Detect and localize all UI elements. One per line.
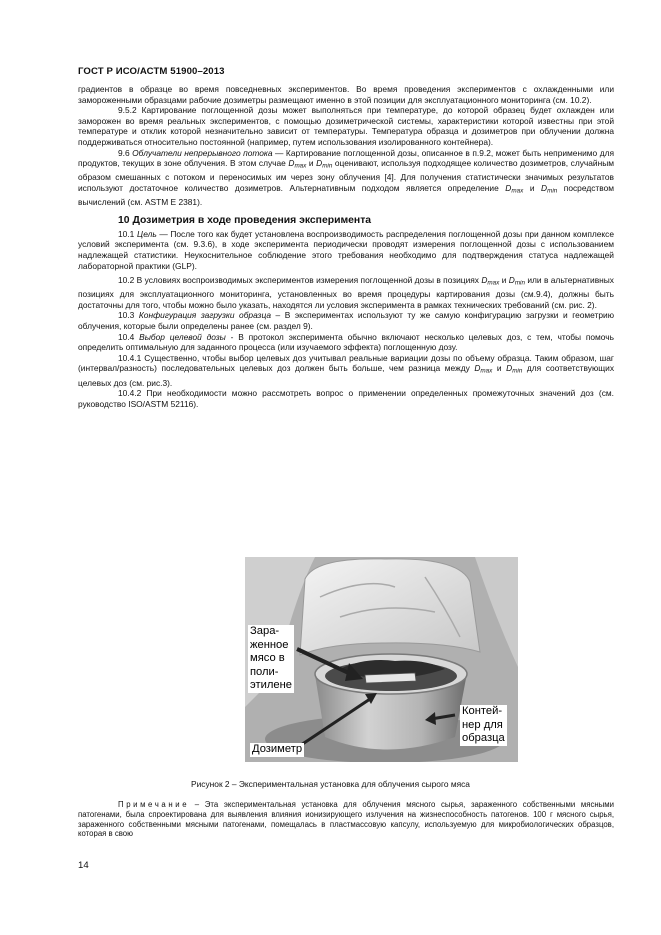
figure-note xyxy=(78,800,614,839)
label-contaminated-meat: Зара- женное мясо в поли- этилене xyxy=(250,625,292,691)
page-number: 14 xyxy=(78,860,89,871)
paragraph: 9.6 Облучатели непрерывного потока — Картирование поглощенной дозы, описанное в п.9.2, может быть неприменимо для продуктов, текущих в зоне облучения. В этом случае $D_{max}$ и $D_{min}$ оценивают, используя подходящее количество дозиметров, случайным образом смешанных с потоком и переносимых им через зону облучения [4]. Для получения статистически значимых результатов используют достаточное количество дозиметров. Альтернативным подходом является определение $D_{max}$ и $D_{min}$ посредством вычислений (см. ASTM E 2381). xyxy=(78,147,615,208)
clause-title: Выбор целевой дозы xyxy=(139,331,226,342)
paragraph: градиентов в образце во время повседневных экспериментов. Во время проведения экспериментов с охлажденными или замороженными образцами рабочие дозиметры размещают именно в этой позиции для эксплуатационного мониторинга (см. 10.2). xyxy=(78,84,614,105)
label-sample-container: Контей- нер для образца xyxy=(462,705,505,744)
label-dosimeter: Дозиметр xyxy=(252,743,303,755)
section-heading: 10 Дозиметрия в ходе проведения эксперимента xyxy=(118,214,372,226)
clause-number: 10.3 xyxy=(118,310,135,321)
clause-title: Облучатели непрерывного потока xyxy=(132,147,273,158)
paragraph: 10.3 Конфигурация загрузки образца – В экспериментах используют ту же самую конфигурацию загрузки и геометрию облучения, которые были определены ранее (см. раздел 9). xyxy=(78,310,614,332)
dosimeter-strip xyxy=(365,673,416,683)
document-header: ГОСТ Р ИСО/АСТМ 51900–2013 xyxy=(78,66,225,77)
clause-number: 10.4 xyxy=(118,331,135,342)
paragraph: 10.4 Выбор целевой дозы - В протокол эксперимента обычно включают несколько целевых доз, с тем, чтобы помочь определить оптимальную для заданного процесса (или изучаемого эффекта) поглощенную дозу. xyxy=(78,331,615,353)
note-label: Примечание xyxy=(118,800,190,809)
paragraph: 10.1 Цель — После того как будет установлена воспроизводимость распределения поглощенной дозы при данном комплексе условий эксперимента (см. 9.3.6), в ходе эксперимента периодически проводят измерения поглощенной дозы с использованием надлежащей статистики. Неукоснительное соблюдение этого требования необходимо для подтверждения статуса надлежащей лабораторной практики (GLP). xyxy=(78,228,615,271)
paragraph: 9.5.2 Картирование поглощенной дозы может выполняться при температуре, до которой образец будет охлажден или заморожен во время реальных экспериментов, с помощью дозиметрической системы, характеристики которой известны при этой температуре и отклик которой незначительно зависит от температуры. Температура образца и дозиметров при облучении должна поддерживаться относительно постоянной (например, путем использования изолированного контейнера). xyxy=(78,105,614,147)
paragraph: 10.4.2 При необходимости можно рассмотреть вопрос о применении определенных промежуточных значений доз (см. руководство ISO/ASTM 52116). xyxy=(78,388,614,409)
experiment-photo xyxy=(245,557,518,762)
clause-number: 9.6 xyxy=(118,147,130,158)
clause-title: Цель xyxy=(136,228,157,239)
clause-number: 10.1 xyxy=(118,228,135,239)
document-body xyxy=(78,84,614,409)
clause-title: Конфигурация загрузки образца xyxy=(138,310,271,321)
polyethylene-bag xyxy=(300,559,480,655)
figure-caption: Рисунок 2 – Экспериментальная установка для облучения сырого мяса xyxy=(191,779,470,789)
paragraph: 10.2 В условиях воспроизводимых экспериментов измерения поглощенной дозы в позициях $D_{max}$ и $D_{min}$ или в альтернативных позициях для эксплуатационного мониторинга, установленных во время процедуры картирования дозы (см.9.4), должны быть достаточны для того, чтобы можно было указать, находятся ли условия эксперимента в рамках технических требований (см. рис. 2). xyxy=(78,275,614,310)
paragraph: 10.4.1 Существенно, чтобы выбор целевых доз учитывал реальные вариации дозы по объему образца. Таким образом, шаг (интервал/разность) последовательных целевых доз должен быть больше, чем разница между $D_{max}$ и $D_{min}$ для соответствующих целевых доз (см. рис.3). xyxy=(78,352,615,388)
note-text: – Эта экспериментальная установка для облучения мясного сырья, зараженного собственными мясными патогенами, была спроектирована для выявления влияния ионизирующего излучения на жизнеспособность патогенов. 100 г мясного сырья, зараженного собственными мясными патогенами, помещалась в пластмассовую капсулу, используемую для микробиологических образцов, которая в свою xyxy=(78,800,614,839)
